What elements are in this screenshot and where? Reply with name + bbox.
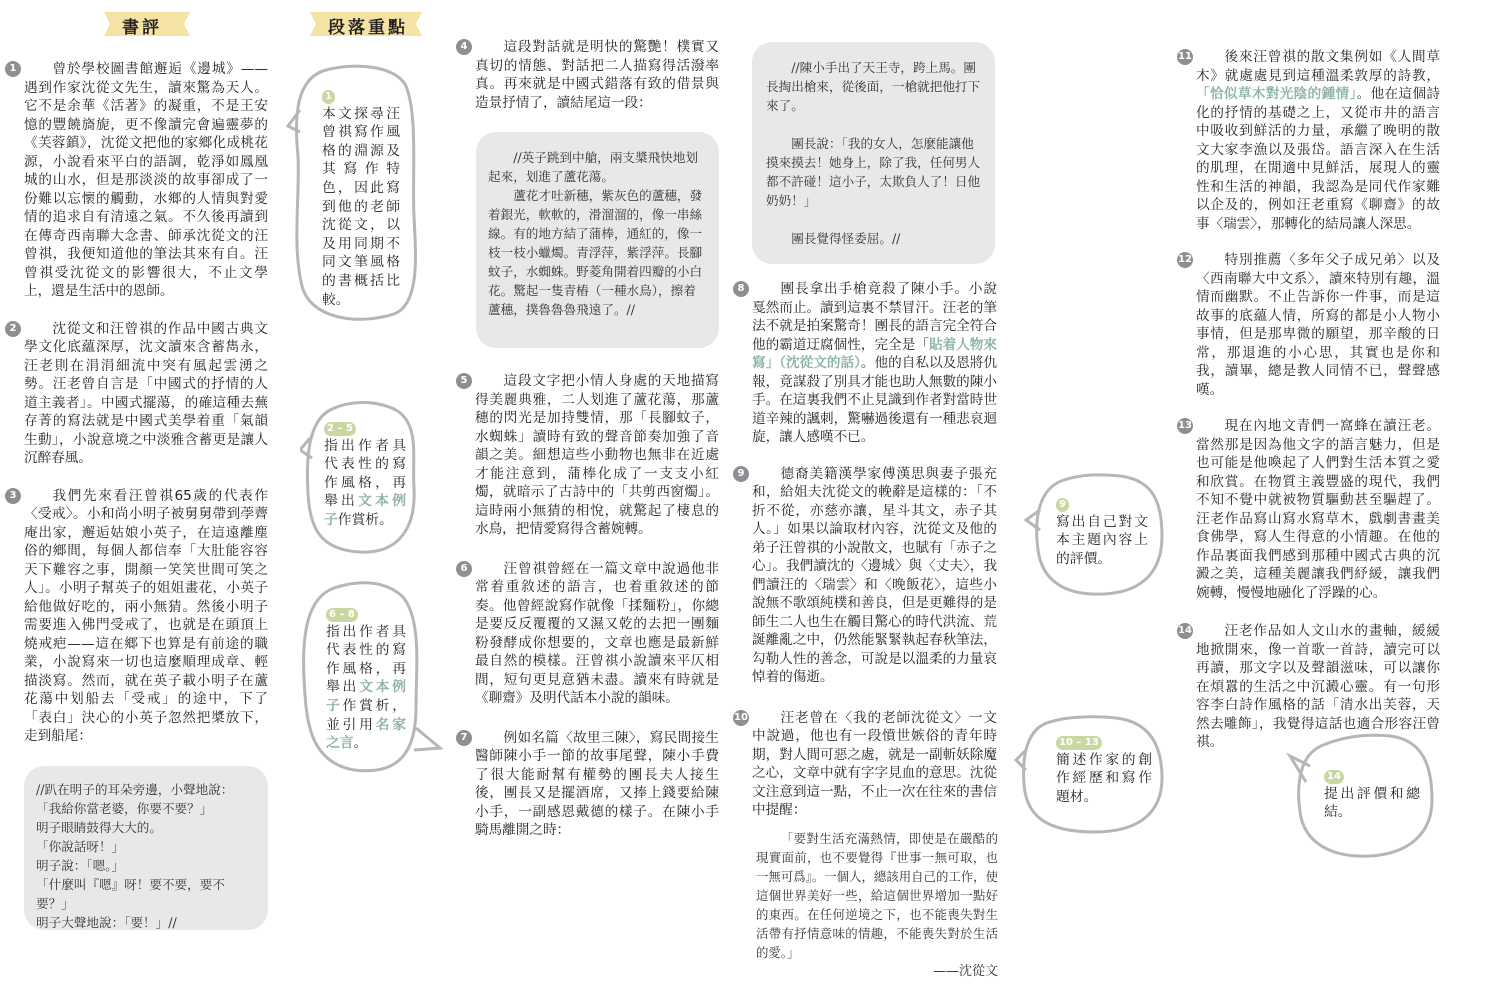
paragraph-number-badge: 12 [1177,252,1193,268]
quote-shen-congwen [756,829,998,981]
paragraph-12 [1178,251,1440,399]
bubble-number: 14 [1324,770,1344,784]
paragraph-text: 德裔美籍漢學家傅漢思與妻子張充和，給姐夫沈從文的輓辭是這樣的：「不折不從，亦慈亦讓，星斗其文，赤子其人。」如果以論取材內容，沈從文及他的弟子汪曾祺的小說散文，也賦有「赤子之心」。我們讀沈的〈邊城〉與〈丈夫〉，我們讀汪的〈瑞雲〉和〈晚飯花〉，這些小說無不歌頌純樸和善良，但是更難得的是師生二人也生在觸目驚心的時代洪流、荒誕離亂之中，仍然能緊緊執起春秋筆法，勾勒人性的善念，可說是以溫柔的力量哀悼着的傷逝。 [752,465,997,685]
quote-line: 明子說：「嗯。」 [36,858,125,873]
quote-line: 蘆花才吐新穗，紫灰色的蘆穗，發着銀光，軟軟的，滑溜溜的，像一串絲線。有的地方結了蒲棒，通紅的，像一枝一枝小蠟燭。青浮萍，紫浮萍。長腳蚊子，水蜘蛛。野菱角開着四瓣的小白花。驚起一隻青樁（一種水鳥），擦着蘆穗，撲魯魯魯飛遠了。// [488,188,703,317]
bubble-text: 本文探尋汪曾祺寫作風格的淵源及其寫作特色，因此寫到他的老師沈從文，以及用同期不同文筆風格的書概括比較。 [322,105,400,308]
paragraph-number-badge: 2 [5,321,21,337]
bubble-text: 提出評價和總結。 [1324,785,1420,821]
quote-line: 團長說：「我的女人，怎麼能讓他摸來摸去！她身上，除了我，任何男人都不許碰！這小子，太欺負人了！日他奶奶！」 [766,136,981,208]
paragraph-8 [737,280,998,447]
quote-attribution: ——沈從文 [932,964,998,979]
paragraph-text: 汪老曾在〈我的老師沈從文〉一文中說過，他也有一段憤世嫉俗的青年時期，對人間可惡之處，就是一副斬妖除魔之心，文章中就有字字見血的意思。沈從文注意到這一點，不止一次在往來的書信中提醒： [752,709,997,818]
bubble-number: 6 – 8 [326,608,358,622]
quote-line: 明子眼睛鼓得大大的。 [36,820,162,835]
bubble-number: 10 – 13 [1056,736,1102,750]
paragraph-text: 這段文字把小情人身處的天地描寫得美麗典雅，二人划進了蘆花蕩，那蘆穗的閃光是加持雙情，那「長腳蚊子，水蜘蛛」讀時有致的聲音節奏加強了音韻之美。細想這些小動物也無非在近處才能注意到，蒲棒化成了一支支小紅燭，就暗示了古詩中的「共剪西窗燭」。這時兩小無猜的相悅，就驚起了棲息的水鳥，把情愛寫得含蓄婉轉。 [475,373,719,537]
bubble-text: 指出作者具代表性的寫作風格，再舉出 [326,623,406,696]
column-5 [1178,48,1440,752]
paragraph-10 [734,709,997,820]
paragraph-number-badge: 9 [733,466,749,482]
bubble-text: 。 [353,735,368,752]
paragraph-5 [460,372,719,539]
bubble-note-6 [1286,726,1444,862]
paragraph-6 [460,560,719,708]
book-review-banner [104,10,190,38]
quote-line: 「你說話呀！」 [36,839,125,854]
paragraph-number-badge: 3 [5,488,21,504]
bubble-text: 簡述作家的創作經歷和寫作題材。 [1056,751,1152,805]
bubble-text: 作賞析。 [337,511,393,528]
quote-line: 明子大聲地說：「要！」// [36,915,177,930]
paragraph-9 [737,465,997,687]
bubble-text: 寫出自己對文本主題內容上的評價。 [1056,513,1148,567]
quote-box-2 [476,132,719,348]
paragraph-number-badge: 5 [456,373,472,389]
paragraph-number-badge: 6 [456,561,472,577]
quote-line: 團長覺得怪委屈。// [791,231,901,246]
paragraph-3 [9,487,268,746]
quote-box-1 [24,766,268,930]
bubble-note-1 [286,56,434,328]
bubble-text: 作賞析，並引用 [326,697,407,733]
bubble-highlight: 文本例子 [324,493,407,528]
paragraph-text: 。他在這個詩化的抒情的基礎之上，又從市井的語言中吸收到鮮活的力量，承繼了晚明的散文大家李漁以及張岱。語言深入在生活的肌理，在閒適中見鮮活，展現人的靈性和生活的神韻，我認為是同代作家難以企及的，例如汪老重寫《聊齋》的故事〈瑞雲〉，那轉化的結局讓人深思。 [1196,86,1440,232]
bubble-note-4 [1024,470,1174,602]
bubble-note-2 [300,398,424,558]
quote-box-3 [752,42,995,264]
paragraph-text: 後來汪曾祺的散文集例如《人間草木》就處處見到這種溫柔敦厚的詩教， [1196,49,1440,84]
quote-line: //英子跳到中艙，兩支槳飛快地划起來，划進了蘆花蕩。 [488,150,698,184]
bubble-note-3 [298,578,444,778]
paragraph-text: 我們先來看汪曾祺65歲的代表作〈受戒〉。小和尚小明子被舅舅帶到荸薺庵出家，邂逅姑娘小英子，在這遠離塵俗的鄉間，每個人都信奉「大肚能容容天下難容之事，開顏一笑笑世間可笑之人」。小明子幫英子的姐姐畫花，小英子給他做好吃的，兩小無猜。然後小明子需要進入佛門受戒了，也就是在頭頂上燒戒疤——這在鄉下也算是有前途的職業，小說寫來一切也這麼順理成章、輕描淡寫。然而，就在英子載小明子在蘆花蕩中划船去「受戒」的途中，下了「表白」決心的小英子忽然把槳放下，走到船尾： [24,487,268,744]
paragraph-13 [1178,417,1440,602]
column-3-lower [460,372,719,840]
paragraph-number-badge: 8 [733,281,749,297]
paragraph-text: 這段對話就是明快的驚艷！樸實又真切的情態、對話把二人描寫得活潑率真。再來就是中國式錯落有致的借景與造景抒情了，讀結尾這一段： [475,39,719,111]
bubble-number: 1 [322,90,335,104]
paragraph-text: 現在內地文青們一窩蜂在讀汪老。當然那是因為他文字的語言魅力，但是也可能是他喚起了人們對生活本質之愛和欣賞。在物質主義豐盛的現代，我們不知不覺中就被物質驅動甚至驅趕了。汪老作品寫山寫水寫草木，戲劇書畫美食佛學，寫人生得意的小情趣。在他的作品裏面我們感到那種中國式古典的沉澱之美，這種美麗讓我們紓緩，讓我們婉轉，慢慢地融化了浮躁的心。 [1196,418,1440,601]
bubble-highlight: 文本例子 [326,679,407,714]
paragraph-text: 特別推薦〈多年父子成兄弟〉以及〈西南聯大中文系〉，讀來特別有趣，溫情而幽默。不止告訴你一件事，而是這故事的底蘊人情，所寫的都是小人物小事情，但是那卑微的願望，那辛酸的日常，那退進的小心思，其實也是你和我，讀畢，總是教人同情不已，聲聲感嘆。 [1196,252,1440,398]
quote-text: 「要對生活充滿熱情，即使是在嚴酷的現實面前，也不要覺得『世事一無可取，也一無可爲』。一個人，總該用自己的工作，使這個世界美好一些，給這個世界增加一點好的東西。在任何逆境之下，也不能喪失對生活帶有抒情意味的情趣，不能喪失對於生活的愛。」 [756,831,998,960]
paragraph-number-badge: 1 [5,61,21,77]
column-3 [460,38,719,112]
bubble-number: 2 – 5 [324,422,356,436]
paragraph-number-badge: 10 [733,710,749,726]
paragraph-text: 沈從文和汪曾祺的作品中國古典文學文化底蘊深厚，沈文讀來含蓄雋永，汪老則在涓涓細流中突有風起雲湧之勢。汪老曾自言是「中國式的抒情的人道主義者」。中國式擺蕩，的確這種去蕪存菁的寫法就是中國式美學着重「氣韻生動」，小說意境之中淡雅含蓄更是讓人沉醉春風。 [24,320,268,466]
paragraph-text: 曾於學校圖書館邂逅《邊城》——遇到作家沈從文先生，讀來驚為天人。它不是余華《活著》的凝重，不是王安憶的豐饒旖旎，更不像讀完會遍靈夢的《芙蓉鎮》，沈從文把他的家鄉化成桃花源，小說看來平白的語調，乾淨如鳳凰城的山水，但是那淡淡的故事卻成了一份難以忘懷的觸動，水鄉的人情與對愛情的追求自有清遠之氣。不久後再讀到在傳奇西南聯大念書、師承沈從文的汪曾祺，我便知道他的筆法其來有自。汪曾祺受沈從文的影響很大，不止文學上，還是生活中的恩師。 [24,61,268,299]
paragraph-11 [1178,48,1440,233]
paragraph-text: 。他的自私以及恩將仇報，竟謀殺了別具才能也助人無數的陳小手。在這裏我們不止見識到作者對當時世道辛辣的諷刺，驚嚇過後還有一種悲哀迴旋，讓人感嘆不已。 [752,355,997,445]
quote-line: //陳小手出了天王寺，跨上馬。團長掏出槍來，從後面，一槍就把他打下來了。 [766,60,981,113]
paragraph-number-badge: 11 [1177,49,1193,65]
quote-line: 「我給你當老婆，你要不要？」 [36,801,213,816]
paragraph-text: 團長拿出手槍竟殺了陳小手。小說戛然而止。讀到這裏不禁冒汗。汪老的筆法不就是拍案驚奇！團長的語言完全符合他的霸道迂腐個性，完全是「 [752,281,997,353]
bubble-number: 9 [1056,498,1069,512]
paragraph-text: 汪曾祺曾經在一篇文章中說過他非常着重敘述的語言，也着重敘述的節奏。他曾經說寫作就像「揉麵粉」，你總是要反反覆覆的又濕又乾的去把一團麵粉發酵成你想要的，文章也應是最新鮮最自然的模樣。汪曾祺小說讀來平仄相間，短句更見意猶未盡。讀來有時就是《聊齋》及明代話本小說的韻味。 [475,560,719,706]
paragraph-points-title: 段落重點 [328,18,408,38]
book-review-title: 書評 [122,18,162,38]
paragraph-text: 汪老作品如人文山水的畫軸，緩緩地掀開來，像一首歌一首詩，讀完可以再讀，那文字以及聲韻滋味，可以讓你在煩囂的生活之中沉澱心靈。有一句形容李白詩作風格的話「清水出芙蓉，天然去雕飾」，我覺得這話也適合形容汪曾祺。 [1196,623,1440,750]
column-1 [9,60,268,746]
paragraph-number-badge: 13 [1177,418,1193,434]
paragraph-number-badge: 4 [456,39,472,55]
highlight-text: 貼着人物來寫」（沈從文的話） [752,336,998,371]
paragraph-number-badge: 14 [1177,623,1193,639]
paragraph-text: 例如名篇〈故里三陳〉，寫民間接生醫師陳小手一節的故事尾聲，陳小手費了很大能耐幫有權勢的團長夫人接生後，團長又是擺酒席，又捧上錢要給陳小手，一副感恩戴德的樣子。在陳小手騎馬離開之時： [475,729,719,838]
paragraph-2 [9,320,268,468]
quote-line: 「什麼叫『嗯』呀！要不要，要不要？」 [36,877,225,911]
paragraph-4 [460,38,719,112]
paragraph-number-badge: 7 [456,730,472,746]
bubble-text: 指出作者具代表性的寫作風格，再舉出 [324,437,406,510]
column-4 [734,280,998,820]
paragraph-7 [460,729,719,840]
bubble-note-5 [1014,714,1174,836]
bubble-highlight: 名家之言 [326,716,407,752]
highlight-text: 「恰似草木對光陰的鍾情」 [1196,86,1357,102]
quote-line: //趴在明子的耳朵旁邊，小聲地說： [36,782,234,797]
paragraph-points-banner [310,10,422,38]
paragraph-1 [9,60,268,301]
